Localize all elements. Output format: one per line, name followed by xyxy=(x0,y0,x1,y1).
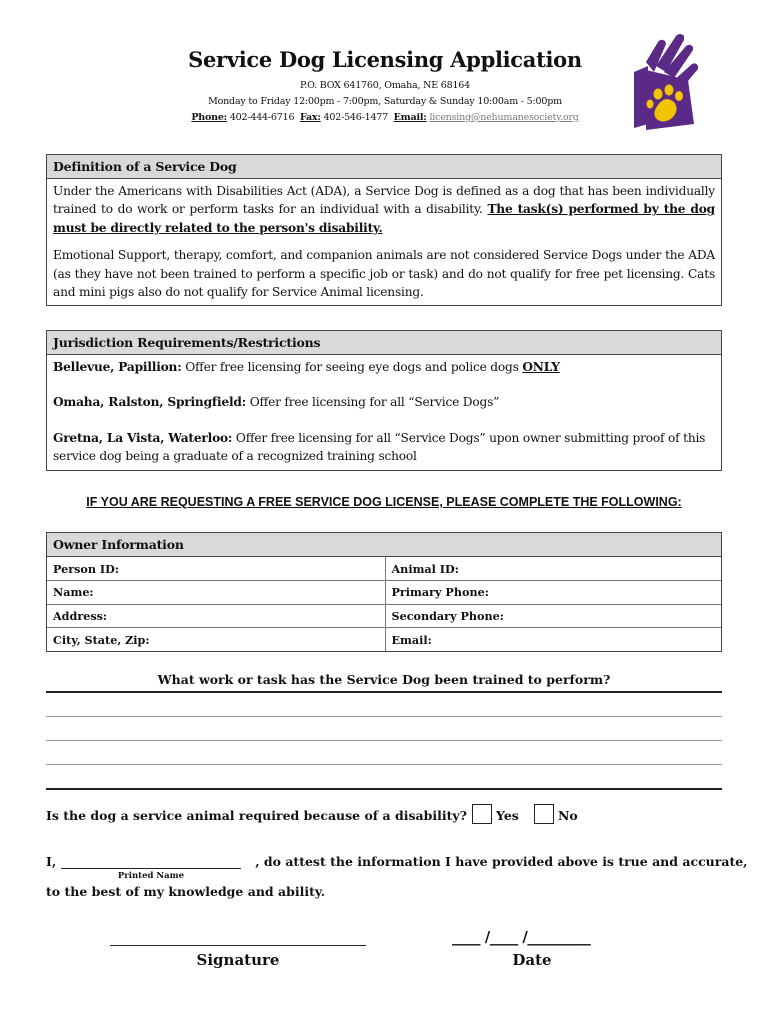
task-question: What work or task has the Service Dog been trained to perform? xyxy=(157,672,611,687)
definition-emphasis: The task(s) performed by the dog must be directly related to the person's disability. xyxy=(53,202,715,235)
email-link[interactable]: licensing@nehumanesociety.org xyxy=(429,112,579,123)
email-label: Email: xyxy=(393,112,427,123)
fax-number: 402-546-1477 xyxy=(323,112,388,123)
hand-paw-icon xyxy=(628,32,700,140)
jurisdiction-cities: Gretna, La Vista, Waterloo: xyxy=(53,430,233,445)
jurisdiction-heading: Jurisdiction Requirements/Restrictions xyxy=(47,331,721,355)
yes-label: Yes xyxy=(496,808,519,823)
table-row xyxy=(47,557,721,581)
address-field[interactable]: Address: xyxy=(47,604,385,628)
attestation-line-2: to the best of my knowledge and ability. xyxy=(46,884,326,899)
jurisdiction-row: Omaha, Ralston, Springfield: Offer free licensing for all “Service Dogs” xyxy=(53,395,500,410)
phone-label: Phone: xyxy=(191,112,227,123)
signature-line[interactable] xyxy=(110,945,366,946)
date-line[interactable]: ____ /____ /_________ xyxy=(452,928,591,946)
page-header xyxy=(0,0,770,140)
office-hours: Monday to Friday 12:00pm - 7:00pm, Saturday & Sunday 10:00am - 5:00pm xyxy=(208,96,562,107)
printed-name-line[interactable] xyxy=(61,868,241,869)
answer-line[interactable] xyxy=(46,716,722,717)
jurisdiction-section xyxy=(46,330,722,471)
phone-number: 402-444-6716 xyxy=(229,112,295,123)
free-license-instruction: IF YOU ARE REQUESTING A FREE SERVICE DOG LICENSE, PLEASE COMPLETE THE FOLLOWING: xyxy=(86,495,682,509)
name-field[interactable]: Name: xyxy=(47,581,385,605)
contact-line xyxy=(150,112,620,123)
table-row xyxy=(47,581,721,605)
only-emphasis: ONLY xyxy=(522,360,560,374)
table-row xyxy=(47,604,721,628)
printed-name-label: Printed Name xyxy=(117,871,185,881)
owner-heading: Owner Information xyxy=(47,533,721,557)
yes-checkbox[interactable] xyxy=(472,804,492,824)
signature-label: Signature xyxy=(196,951,280,969)
answer-line[interactable] xyxy=(46,740,722,741)
attestation-line: I, , do attest the information I have provided above is true and accurate, xyxy=(46,854,748,869)
jurisdiction-cities: Bellevue, Papillion: xyxy=(53,360,182,374)
date-label: Date xyxy=(512,951,552,969)
owner-table xyxy=(47,557,721,651)
definition-section xyxy=(46,154,722,306)
animal-id-field[interactable]: Animal ID: xyxy=(391,561,459,576)
mailing-address: P.O. BOX 641760, Omaha, NE 68164 xyxy=(300,80,470,91)
disability-question: Is the dog a service animal required because of a disability? xyxy=(46,808,467,823)
person-id-field[interactable]: Person ID: xyxy=(47,557,385,581)
city-state-zip-field[interactable]: City, State, Zip: xyxy=(47,628,385,652)
answer-line[interactable] xyxy=(46,691,722,693)
owner-information-section xyxy=(46,532,722,652)
answer-line[interactable] xyxy=(46,764,722,765)
email-field[interactable]: Email: xyxy=(385,628,721,652)
definition-paragraph-1 xyxy=(53,182,715,237)
table-row xyxy=(47,628,721,652)
definition-heading: Definition of a Service Dog xyxy=(47,155,721,179)
answer-line[interactable] xyxy=(46,788,722,790)
fax-label: Fax: xyxy=(299,112,321,123)
secondary-phone-field[interactable]: Secondary Phone: xyxy=(385,604,721,628)
definition-paragraph-2: Emotional Support, therapy, comfort, and companion animals are not considered Service Dogs under the ADA (as they have not been trained to perform a specific job or task) and do not qualify for free pet licensing. Cats and mini pigs also do not qualify for Service Animal licensing. xyxy=(53,248,715,300)
page-title: Service Dog Licensing Application xyxy=(188,47,582,72)
no-checkbox[interactable] xyxy=(534,804,554,824)
jurisdiction-cities: Omaha, Ralston, Springfield: xyxy=(53,395,246,410)
jurisdiction-row: Gretna, La Vista, Waterloo: Offer free licensing for all “Service Dogs” upon owner submitting proof of this service dog being a graduate of a recognized training school xyxy=(53,430,706,464)
no-label: No xyxy=(558,808,578,823)
primary-phone-field[interactable]: Primary Phone: xyxy=(385,581,721,605)
definition-text: Under the Americans with Disabilities Act (ADA), a Service Dog is defined as a dog that has been individually trained to do work or perform tasks for an individual with a disability. xyxy=(53,184,715,217)
jurisdiction-row: Bellevue, Papillion: Offer free licensing for seeing eye dogs and police dogs ONLY xyxy=(53,360,560,374)
